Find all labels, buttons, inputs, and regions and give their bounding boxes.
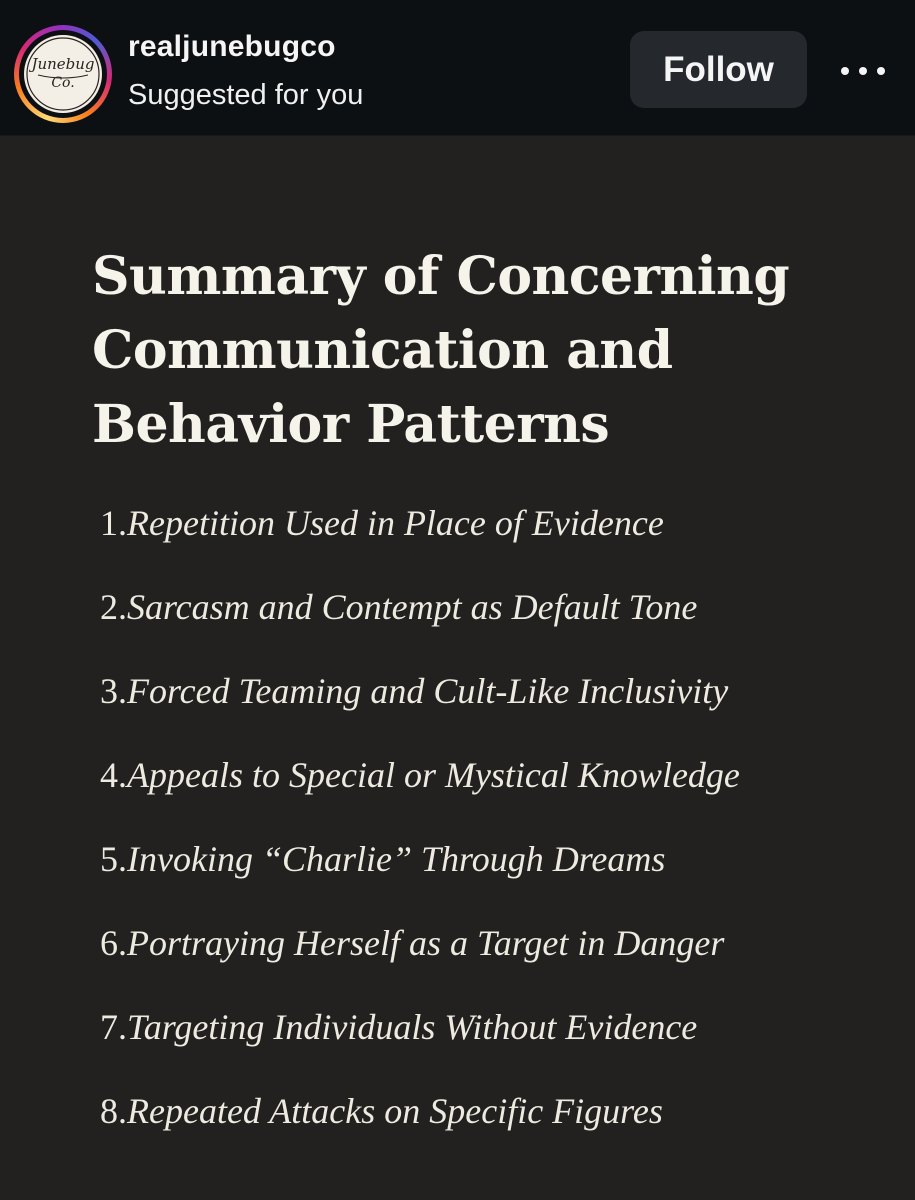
- junebug-logo-icon: [24, 35, 102, 113]
- svg-text:Junebug: Junebug: [31, 55, 95, 73]
- more-horizontal-icon: [859, 67, 867, 75]
- list-item: [100, 910, 740, 994]
- list-item: [100, 742, 740, 826]
- list-item-text: Targeting Individuals Without Evidence: [127, 1007, 698, 1047]
- list-item-number: 1.: [100, 503, 127, 543]
- list-item-text: Sarcasm and Contempt as Default Tone: [127, 587, 698, 627]
- list-item-text: Portraying Herself as a Target in Danger: [127, 923, 725, 963]
- list-item: [100, 1078, 740, 1162]
- avatar-story-ring[interactable]: [14, 25, 112, 123]
- post-header: [0, 0, 915, 136]
- more-options-button[interactable]: [835, 56, 891, 86]
- more-horizontal-icon: [877, 67, 885, 75]
- suggested-label: Suggested for you: [128, 79, 364, 111]
- list-item-number: 2.: [100, 587, 127, 627]
- list-item: [100, 994, 740, 1078]
- list-item: [100, 490, 740, 574]
- list-item-text: Repetition Used in Place of Evidence: [127, 503, 664, 543]
- svg-text:Co.: Co.: [51, 75, 75, 91]
- list-item-text: Forced Teaming and Cult-Like Inclusivity: [127, 671, 729, 711]
- username-link[interactable]: realjunebugco: [128, 30, 336, 63]
- list-item-number: 6.: [100, 923, 127, 963]
- list-item-number: 7.: [100, 1007, 127, 1047]
- list-item-text: Repeated Attacks on Specific Figures: [127, 1091, 663, 1131]
- follow-button[interactable]: Follow: [630, 31, 807, 108]
- list-item: [100, 658, 740, 742]
- patterns-list: [100, 490, 740, 1162]
- list-item-number: 4.: [100, 755, 127, 795]
- list-item-text: Appeals to Special or Mystical Knowledge: [127, 755, 740, 795]
- more-horizontal-icon: [841, 67, 849, 75]
- avatar[interactable]: [24, 35, 102, 113]
- list-item: [100, 826, 740, 910]
- list-item-number: 5.: [100, 839, 127, 879]
- post-title: Summary of Concerning Communication and Behavior Patterns: [92, 246, 790, 455]
- list-item-number: 3.: [100, 671, 127, 711]
- list-item: [100, 574, 740, 658]
- list-item-number: 8.: [100, 1091, 127, 1131]
- list-item-text: Invoking “Charlie” Through Dreams: [127, 839, 666, 879]
